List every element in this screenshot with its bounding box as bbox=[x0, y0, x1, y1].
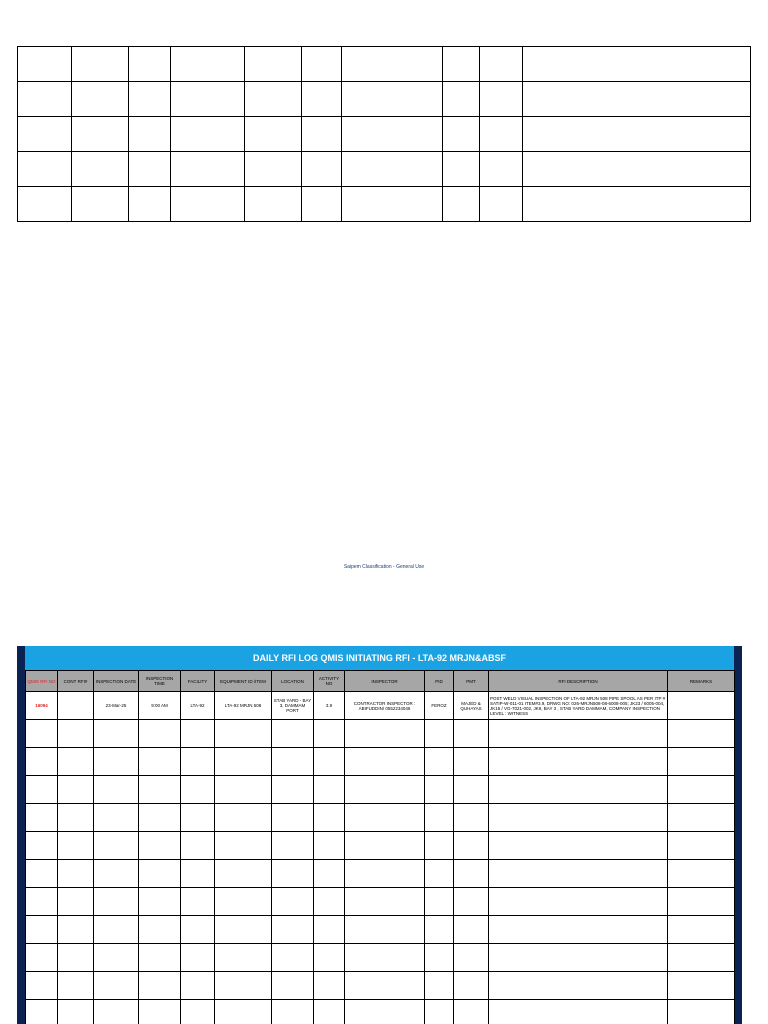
empty-cell bbox=[345, 972, 425, 1000]
empty-cell bbox=[425, 748, 454, 776]
empty-cell bbox=[302, 47, 342, 82]
empty-cell bbox=[58, 944, 94, 972]
cell-facility: LTA-92 bbox=[181, 692, 215, 720]
empty-cell bbox=[314, 832, 345, 860]
empty-cell bbox=[139, 748, 181, 776]
table-row bbox=[26, 692, 735, 720]
empty-cell bbox=[129, 187, 171, 222]
empty-cell bbox=[272, 776, 314, 804]
empty-cell bbox=[94, 972, 139, 1000]
empty-cell bbox=[58, 860, 94, 888]
empty-cell bbox=[72, 152, 129, 187]
empty-cell bbox=[18, 117, 72, 152]
empty-cell bbox=[215, 832, 272, 860]
empty-cell bbox=[58, 720, 94, 748]
col-header-qmis-rfi-no: QMIS RFI NO bbox=[26, 671, 58, 692]
empty-cell bbox=[302, 82, 342, 117]
empty-cell bbox=[342, 82, 443, 117]
empty-cell bbox=[181, 720, 215, 748]
cell-pid: FEROZ bbox=[425, 692, 454, 720]
empty-cell bbox=[454, 832, 489, 860]
table-row bbox=[26, 748, 735, 776]
empty-cell bbox=[425, 916, 454, 944]
empty-cell bbox=[181, 944, 215, 972]
empty-cell bbox=[94, 720, 139, 748]
log-title: DAILY RFI LOG QMIS INITIATING RFI - LTA-92 MRJN&ABSF bbox=[25, 646, 734, 670]
empty-cell bbox=[215, 888, 272, 916]
empty-cell bbox=[480, 82, 523, 117]
empty-cell bbox=[489, 916, 668, 944]
empty-cell bbox=[425, 972, 454, 1000]
empty-cell bbox=[314, 944, 345, 972]
table-row bbox=[26, 944, 735, 972]
empty-cell bbox=[454, 916, 489, 944]
empty-cell bbox=[345, 888, 425, 916]
empty-cell bbox=[345, 1000, 425, 1024]
empty-cell bbox=[18, 152, 72, 187]
empty-cell bbox=[272, 1000, 314, 1024]
empty-cell bbox=[26, 748, 58, 776]
empty-cell bbox=[94, 860, 139, 888]
empty-cell bbox=[454, 888, 489, 916]
empty-cell bbox=[425, 888, 454, 916]
empty-cell bbox=[26, 804, 58, 832]
cell-cont-rfi bbox=[58, 692, 94, 720]
cell-rfi-description: POST WELD VISUAL INSPECTION OF LTA-92 MRJN 508 PIPE SPOOL AS PER ITP # SATIP-W-011-01 ITEM#3.9, DRWG NO: 026-MRJN508-08-6008-005; JK23 / 6005-004, JK16 / VG-7021-002, JK9, BAY 3 , STAB YARD DAMMAM, COMPANY INSPECTION LEVEL : WITNESS bbox=[489, 692, 668, 720]
rfi-log-table bbox=[25, 670, 735, 1024]
empty-cell bbox=[139, 804, 181, 832]
cell-equipment: LTA-92 MRJN 508 bbox=[215, 692, 272, 720]
empty-cell bbox=[314, 860, 345, 888]
cell-inspection-date: 23-Mar-25 bbox=[94, 692, 139, 720]
empty-cell bbox=[342, 117, 443, 152]
cell-activity-no: 3.9 bbox=[314, 692, 345, 720]
empty-cell bbox=[26, 860, 58, 888]
empty-cell bbox=[26, 972, 58, 1000]
empty-cell bbox=[523, 47, 751, 82]
empty-cell bbox=[72, 117, 129, 152]
empty-grid-row bbox=[18, 82, 751, 117]
header-row bbox=[26, 671, 735, 692]
empty-cell bbox=[454, 804, 489, 832]
empty-cell bbox=[314, 916, 345, 944]
empty-cell bbox=[668, 1000, 735, 1024]
empty-cell bbox=[489, 972, 668, 1000]
empty-cell bbox=[58, 916, 94, 944]
empty-cell bbox=[302, 117, 342, 152]
empty-cell bbox=[523, 152, 751, 187]
empty-cell bbox=[215, 720, 272, 748]
cell-location: STAB YARD - BAY 3, DAMMAM PORT bbox=[272, 692, 314, 720]
empty-cell bbox=[215, 776, 272, 804]
empty-cell bbox=[425, 832, 454, 860]
empty-cell bbox=[668, 832, 735, 860]
empty-cell bbox=[314, 720, 345, 748]
empty-cell bbox=[181, 776, 215, 804]
empty-cell bbox=[272, 860, 314, 888]
empty-cell bbox=[489, 832, 668, 860]
table-row bbox=[26, 832, 735, 860]
empty-cell bbox=[94, 832, 139, 860]
empty-cell bbox=[425, 1000, 454, 1024]
empty-cell bbox=[489, 860, 668, 888]
empty-cell bbox=[94, 1000, 139, 1024]
empty-cell bbox=[245, 117, 302, 152]
empty-cell bbox=[181, 972, 215, 1000]
empty-cell bbox=[72, 187, 129, 222]
empty-cell bbox=[454, 972, 489, 1000]
empty-cell bbox=[245, 152, 302, 187]
empty-cell bbox=[139, 720, 181, 748]
empty-cell bbox=[314, 748, 345, 776]
col-header-activity-no: ACTIVITY NO bbox=[314, 671, 345, 692]
empty-cell bbox=[425, 776, 454, 804]
empty-cell bbox=[480, 47, 523, 82]
empty-cell bbox=[668, 748, 735, 776]
empty-cell bbox=[245, 82, 302, 117]
col-header-location: LOCATION bbox=[272, 671, 314, 692]
empty-cell bbox=[139, 972, 181, 1000]
empty-cell bbox=[668, 944, 735, 972]
empty-cell bbox=[342, 152, 443, 187]
empty-cell bbox=[272, 972, 314, 1000]
empty-cell bbox=[215, 860, 272, 888]
cell-inspection-time: 9:00 AM bbox=[139, 692, 181, 720]
table-row bbox=[26, 720, 735, 748]
empty-cell bbox=[129, 117, 171, 152]
empty-cell bbox=[139, 944, 181, 972]
empty-cell bbox=[345, 860, 425, 888]
empty-cell bbox=[443, 117, 480, 152]
empty-cell bbox=[171, 187, 245, 222]
empty-grid-row bbox=[18, 117, 751, 152]
empty-cell bbox=[272, 944, 314, 972]
empty-cell bbox=[139, 888, 181, 916]
empty-cell bbox=[480, 187, 523, 222]
empty-cell bbox=[94, 916, 139, 944]
empty-cell bbox=[58, 888, 94, 916]
empty-cell bbox=[480, 152, 523, 187]
empty-cell bbox=[342, 47, 443, 82]
empty-cell bbox=[523, 82, 751, 117]
empty-cell bbox=[302, 187, 342, 222]
empty-cell bbox=[215, 748, 272, 776]
empty-cell bbox=[272, 748, 314, 776]
empty-cell bbox=[345, 720, 425, 748]
table-row bbox=[26, 888, 735, 916]
empty-cell bbox=[314, 804, 345, 832]
empty-cell bbox=[668, 916, 735, 944]
empty-grid-row bbox=[18, 187, 751, 222]
empty-cell bbox=[181, 804, 215, 832]
empty-cell bbox=[454, 944, 489, 972]
empty-cell bbox=[314, 776, 345, 804]
col-header-remarks: REMARKS bbox=[668, 671, 735, 692]
empty-cell bbox=[171, 82, 245, 117]
empty-cell bbox=[314, 888, 345, 916]
empty-cell bbox=[454, 720, 489, 748]
empty-cell bbox=[129, 152, 171, 187]
empty-cell bbox=[489, 888, 668, 916]
empty-cell bbox=[345, 944, 425, 972]
col-header-inspector: INSPECTOR bbox=[345, 671, 425, 692]
cell-remarks bbox=[668, 692, 735, 720]
empty-cell bbox=[181, 888, 215, 916]
empty-cell bbox=[139, 860, 181, 888]
table-row bbox=[26, 776, 735, 804]
empty-cell bbox=[139, 1000, 181, 1024]
empty-cell bbox=[668, 804, 735, 832]
empty-cell bbox=[489, 804, 668, 832]
empty-cell bbox=[181, 860, 215, 888]
empty-cell bbox=[489, 1000, 668, 1024]
table-row bbox=[26, 916, 735, 944]
empty-cell bbox=[171, 152, 245, 187]
empty-cell bbox=[94, 888, 139, 916]
empty-cell bbox=[345, 776, 425, 804]
cell-qmis-rfi-no: 16094 bbox=[26, 692, 58, 720]
empty-cell bbox=[215, 1000, 272, 1024]
empty-cell bbox=[139, 916, 181, 944]
empty-cell bbox=[489, 748, 668, 776]
classification-label: Saipem Classification - General Use bbox=[343, 564, 425, 570]
empty-cell bbox=[181, 832, 215, 860]
empty-cell bbox=[443, 187, 480, 222]
empty-cell bbox=[272, 916, 314, 944]
empty-cell bbox=[26, 720, 58, 748]
empty-cell bbox=[94, 804, 139, 832]
empty-cell bbox=[454, 1000, 489, 1024]
cell-inspector: CONTRACTOR INSPECTOR : ABIFUDDIN/ 0552234046 bbox=[345, 692, 425, 720]
empty-cell bbox=[94, 944, 139, 972]
empty-cell bbox=[94, 776, 139, 804]
empty-cell bbox=[181, 748, 215, 776]
empty-cell bbox=[302, 152, 342, 187]
empty-cell bbox=[345, 916, 425, 944]
empty-cell bbox=[425, 804, 454, 832]
empty-cell bbox=[129, 82, 171, 117]
empty-cell bbox=[443, 152, 480, 187]
col-header-equipment: EQUIPMENT ID /ITEM bbox=[215, 671, 272, 692]
empty-cell bbox=[139, 776, 181, 804]
empty-cell bbox=[443, 47, 480, 82]
empty-cell bbox=[245, 47, 302, 82]
empty-cell bbox=[58, 804, 94, 832]
empty-cell bbox=[58, 1000, 94, 1024]
empty-cell bbox=[171, 47, 245, 82]
empty-cell bbox=[314, 1000, 345, 1024]
empty-cell bbox=[454, 860, 489, 888]
col-header-pmt: PMT bbox=[454, 671, 489, 692]
col-header-cont-rfi: CONT RFI# bbox=[58, 671, 94, 692]
empty-cell bbox=[171, 117, 245, 152]
empty-cell bbox=[272, 832, 314, 860]
empty-cell bbox=[18, 187, 72, 222]
empty-cell bbox=[72, 47, 129, 82]
empty-cell bbox=[58, 748, 94, 776]
table-row bbox=[26, 1000, 735, 1024]
empty-cell bbox=[345, 748, 425, 776]
col-header-facility: FACILITY bbox=[181, 671, 215, 692]
empty-cell bbox=[139, 832, 181, 860]
empty-cell bbox=[26, 1000, 58, 1024]
empty-cell bbox=[489, 944, 668, 972]
empty-cell bbox=[245, 187, 302, 222]
table-row bbox=[26, 860, 735, 888]
empty-cell bbox=[314, 972, 345, 1000]
empty-grid-top bbox=[17, 46, 751, 222]
empty-cell bbox=[26, 776, 58, 804]
empty-cell bbox=[345, 832, 425, 860]
empty-cell bbox=[342, 187, 443, 222]
empty-cell bbox=[523, 117, 751, 152]
empty-cell bbox=[272, 720, 314, 748]
empty-cell bbox=[58, 776, 94, 804]
empty-cell bbox=[425, 944, 454, 972]
empty-cell bbox=[215, 944, 272, 972]
empty-cell bbox=[129, 47, 171, 82]
empty-cell bbox=[72, 82, 129, 117]
empty-cell bbox=[26, 888, 58, 916]
empty-cell bbox=[215, 916, 272, 944]
empty-cell bbox=[668, 720, 735, 748]
empty-cell bbox=[523, 187, 751, 222]
empty-cell bbox=[18, 82, 72, 117]
empty-cell bbox=[443, 82, 480, 117]
empty-cell bbox=[94, 748, 139, 776]
empty-cell bbox=[181, 1000, 215, 1024]
empty-cell bbox=[181, 916, 215, 944]
empty-cell bbox=[26, 832, 58, 860]
cell-pmt: MAJED & QUHAYAS bbox=[454, 692, 489, 720]
empty-cell bbox=[215, 804, 272, 832]
empty-grid-row bbox=[18, 47, 751, 82]
empty-cell bbox=[454, 776, 489, 804]
empty-grid-row bbox=[18, 152, 751, 187]
empty-cell bbox=[58, 832, 94, 860]
empty-cell bbox=[18, 47, 72, 82]
empty-cell bbox=[668, 888, 735, 916]
empty-cell bbox=[454, 748, 489, 776]
col-header-inspection-time: INSPECTION TIME bbox=[139, 671, 181, 692]
table-row bbox=[26, 972, 735, 1000]
empty-cell bbox=[668, 776, 735, 804]
empty-cell bbox=[58, 972, 94, 1000]
empty-cell bbox=[668, 972, 735, 1000]
col-header-rfi-description: RFI DESCRIPTION bbox=[489, 671, 668, 692]
empty-cell bbox=[26, 944, 58, 972]
empty-cell bbox=[425, 860, 454, 888]
col-header-inspection-date: INSPECTION DATE bbox=[94, 671, 139, 692]
empty-cell bbox=[272, 804, 314, 832]
col-header-pid: PID bbox=[425, 671, 454, 692]
empty-cell bbox=[215, 972, 272, 1000]
empty-cell bbox=[425, 720, 454, 748]
empty-cell bbox=[345, 804, 425, 832]
empty-cell bbox=[489, 720, 668, 748]
empty-cell bbox=[272, 888, 314, 916]
empty-cell bbox=[668, 860, 735, 888]
empty-cell bbox=[480, 117, 523, 152]
empty-cell bbox=[26, 916, 58, 944]
rfi-log-sheet bbox=[17, 646, 742, 1024]
table-row bbox=[26, 804, 735, 832]
empty-cell bbox=[489, 776, 668, 804]
